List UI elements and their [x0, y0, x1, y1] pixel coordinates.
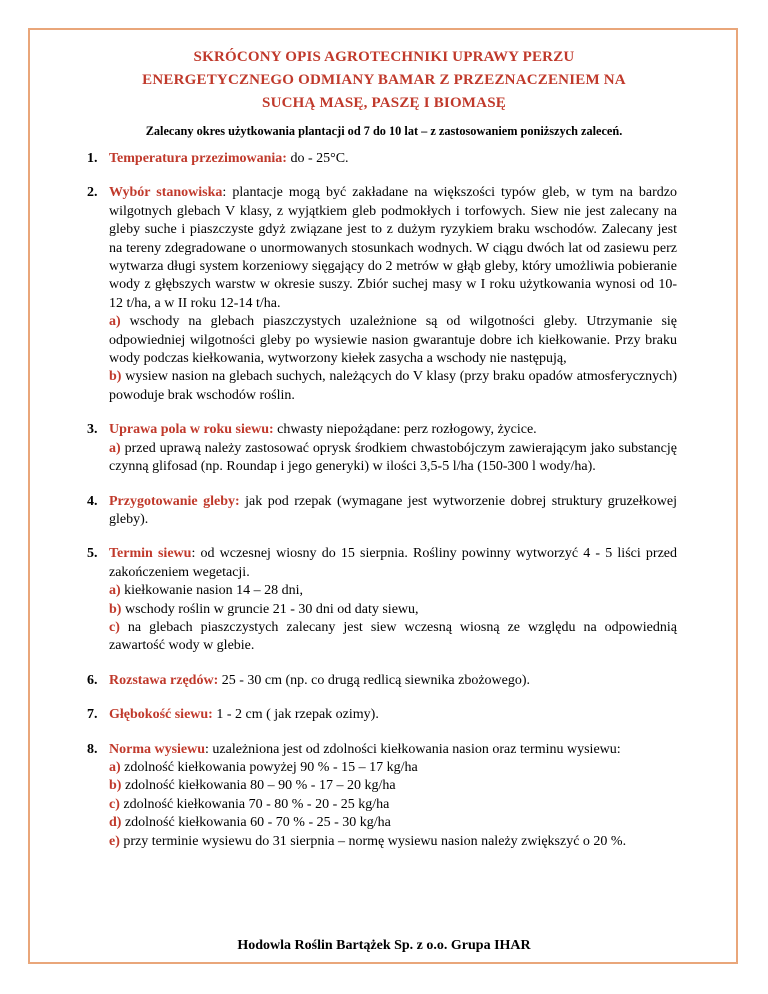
item-text: : plantacje mogą być zakładane na większości typów gleb, w tym na bardzo wilgotnych glebach V klasy, z wyjątkiem gleb podmokłych i torfowych. Siew nie jest zalecany na gleby suche i piaszczyste gdyż związane jest to z dużym ryzykiem braku wschodów. Zalecany jest na tereny zdegradowane o unormowanych stosunkach wodnych. W ciągu dwóch lat od zasiewu perz wytwarza długi system korzeniowy sięgający do 2 metrów w głąb gleby, który umożliwia pobieranie wody z głębszych warstw w okresie suszy. Zbiór suchej masy w I roku użytkowania wynosi od 10-12 t/ha, a w II roku 12-14 t/ha.	[109, 185, 677, 311]
item-heading: Uprawa pola w roku siewu:	[109, 422, 274, 438]
sub-label: a)	[109, 583, 121, 599]
usage-period-note: Zalecany okres użytkowania plantacji od 7 do 10 lat – z zastosowaniem poniższych zaleceń.	[145, 124, 623, 138]
sub-text: kiełkowanie nasion 14 – 28 dni,	[120, 583, 304, 599]
item-heading: Rozstawa rzędów:	[109, 672, 219, 688]
item-number: 7.	[87, 707, 98, 723]
sub-label: b)	[109, 369, 122, 385]
sub-point	[109, 368, 677, 405]
sub-point	[109, 601, 677, 619]
sub-point	[109, 619, 677, 656]
list-item	[87, 706, 677, 724]
item-heading: Norma wysiewu	[109, 741, 206, 757]
sub-text: zdolność kiełkowania 80 – 90 % - 17 – 20 kg/ha	[121, 778, 396, 794]
sub-point	[109, 796, 677, 814]
list-item	[87, 184, 677, 405]
title-line-2: ENERGETYCZNEGO ODMIANY BAMAR Z PRZEZNACZENIEM NA	[142, 72, 626, 88]
item-text: chwasty niepożądane: perz rozłogowy, życice.	[273, 422, 537, 438]
sub-text: przed uprawą należy zastosować oprysk środkiem chwastobójczym zawierającym jako substancję czynną glifosad (np. Roundap i jego generyki) w ilości 3,5-5 l/ha (150-300 l wody/ha).	[109, 440, 677, 475]
document-title	[60, 46, 708, 115]
item-heading: Głębokość siewu:	[109, 707, 213, 723]
sub-label: b)	[109, 601, 122, 617]
item-number: 4.	[87, 493, 98, 509]
item-number: 1.	[87, 151, 98, 166]
sub-text: zdolność kiełkowania powyżej 90 % - 15 – 17 kg/ha	[120, 759, 418, 775]
item-text: : uzależniona jest od zdolności kiełkowania nasion oraz terminu wysiewu:	[205, 741, 621, 757]
sub-text: wschody roślin w gruncie 21 - 30 dni od daty siewu,	[121, 601, 419, 617]
footer-company: Hodowla Roślin Bartążek Sp. z o.o. Grupa IHAR	[237, 938, 531, 953]
item-heading: Temperatura przezimowania:	[109, 151, 287, 166]
sub-label: b)	[109, 778, 122, 794]
sub-point	[109, 759, 677, 777]
item-number: 3.	[87, 422, 98, 438]
item-text: do - 25°C.	[286, 151, 349, 166]
list-item	[87, 421, 677, 476]
item-text: jak pod rzepak (wymagane jest wytworzenie dobrej struktury gruzełkowej gleby).	[109, 493, 677, 527]
title-line-3: SUCHĄ MASĘ, PASZĘ I BIOMASĘ	[262, 95, 506, 111]
sub-point	[109, 440, 677, 477]
sub-text: przy terminie wysiewu do 31 sierpnia – normę wysiewu nasion należy zwiększyć o 20 %.	[119, 833, 627, 849]
item-heading: Termin siewu	[109, 546, 192, 562]
list-item	[87, 741, 677, 851]
sub-label: c)	[109, 796, 120, 812]
list-item	[87, 493, 677, 530]
sub-text: zdolność kiełkowania 70 - 80 % - 20 - 25 kg/ha	[119, 796, 390, 812]
sub-text: wschody na glebach piaszczystych uzależnione są od wilgotności gleby. Utrzymanie się odpowiedniej wilgotności gleby po wysiewie nasion gwarantuje dobre ich kiełkowanie. Przy braku wody podczas kiełkowania, wytworzony kiełek zasycha a wschody nie następują,	[109, 314, 677, 367]
list-item	[87, 545, 677, 655]
sub-point	[109, 814, 677, 832]
item-heading: Przygotowanie gleby:	[109, 493, 240, 509]
sub-label: a)	[109, 440, 121, 456]
sub-point	[109, 582, 677, 600]
list-item	[87, 672, 677, 690]
sub-text: wysiew nasion na glebach suchych, należących do V klasy (przy braku opadów atmosferycznych) powoduje brak wschodów roślin.	[109, 369, 677, 403]
sub-point	[109, 777, 677, 795]
item-heading: Wybór stanowiska	[109, 185, 223, 201]
sub-label: a)	[109, 314, 121, 330]
item-text: : od wczesnej wiosny do 15 sierpnia. Rośliny powinny wytworzyć 4 - 5 liści przed zakończeniem wegetacji.	[109, 546, 677, 580]
sub-label: e)	[109, 833, 120, 849]
item-text: 25 - 30 cm (np. co drugą redlicą siewnika zbożowego).	[218, 672, 531, 688]
recommendations-list	[87, 150, 677, 867]
sub-point	[109, 833, 677, 851]
sub-label: c)	[109, 619, 120, 635]
sub-point	[109, 313, 677, 368]
sub-label: d)	[109, 815, 122, 831]
sub-text: zdolność kiełkowania 60 - 70 % - 25 - 30 kg/ha	[121, 815, 391, 831]
list-item	[87, 150, 677, 168]
item-text: 1 - 2 cm ( jak rzepak ozimy).	[212, 707, 379, 723]
sub-label: a)	[109, 759, 121, 775]
item-number: 8.	[87, 741, 98, 757]
item-number: 6.	[87, 672, 98, 688]
title-line-1: SKRÓCONY OPIS AGROTECHNIKI UPRAWY PERZU	[193, 49, 575, 65]
sub-text: na glebach piaszczystych zalecany jest siew wczesną wiosną ze względu na odpowiednią zawartość wody w glebie.	[109, 619, 677, 654]
item-number: 2.	[87, 185, 98, 201]
item-number: 5.	[87, 546, 98, 562]
